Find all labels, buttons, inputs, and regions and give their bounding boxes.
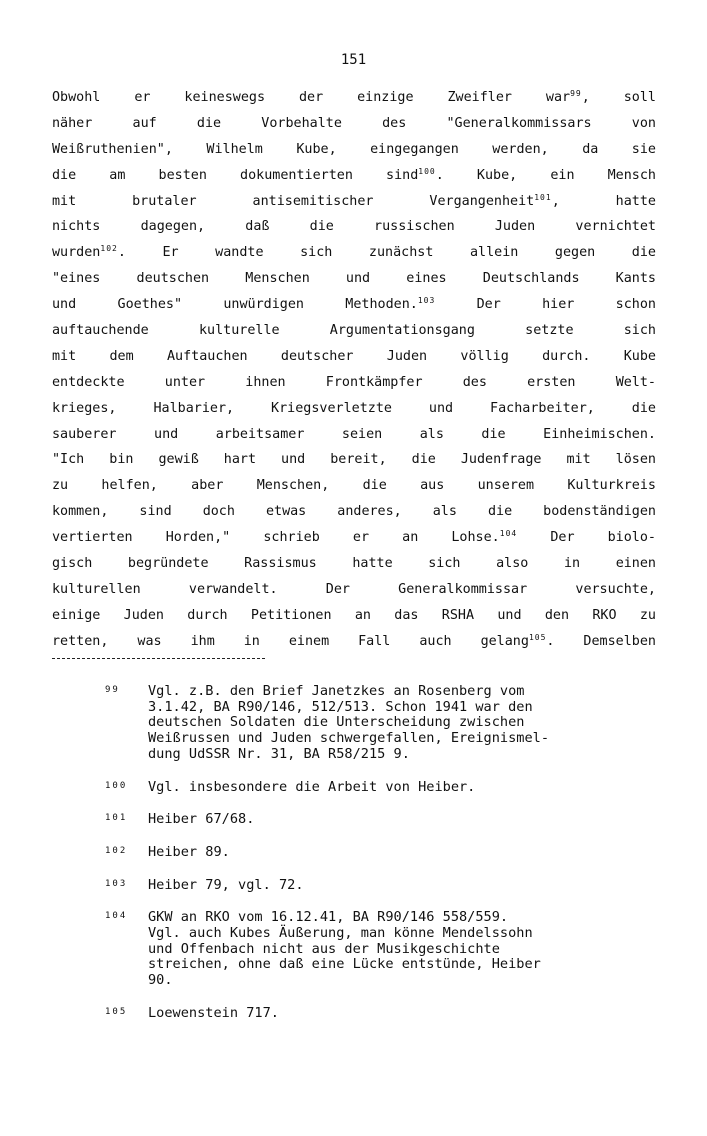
footnote-mark: 99 <box>105 685 120 695</box>
footnote <box>105 1006 665 1022</box>
footnote <box>105 910 665 989</box>
footnote-text: Loewenstein 717. <box>148 1004 279 1021</box>
footnote-text: Heiber 89. <box>148 843 230 860</box>
body-line <box>52 370 656 396</box>
footnote-mark: 102 <box>105 845 128 856</box>
body-line <box>52 240 656 266</box>
body-line <box>52 577 656 603</box>
footnote <box>105 878 665 894</box>
footnote-text: Weißrussen und Juden schwergefallen, Ereignismel- <box>148 730 550 747</box>
body-line <box>52 292 656 318</box>
body-line <box>52 629 656 655</box>
body-line-text: . Er wandte sich zunächst allein gegen die <box>117 245 656 261</box>
body-line-text: "Ich bin gewiß hart und bereit, die Judenfrage mit lösen <box>52 452 656 468</box>
footnote-mark: 101 <box>105 813 128 824</box>
body-line-text: . Demselben <box>546 633 656 649</box>
footnote-text: Vgl. z.B. den Brief Janetzkes an Rosenberg vom <box>148 683 525 699</box>
body-line <box>52 447 656 473</box>
footnote-text: Vgl. auch Kubes Äußerung, man könne Mendelssohn <box>148 925 533 942</box>
body-line-text: mit brutaler antisemitischer Vergangenheit <box>52 193 535 209</box>
body-line <box>52 551 656 577</box>
body-line <box>52 396 656 422</box>
body-line-text: einige Juden durch Petitionen an das RSHA und den RKO zu <box>52 607 656 623</box>
footnote-reference: 103 <box>417 296 436 306</box>
body-line <box>52 189 656 215</box>
body-line-text: . Kube, ein Mensch <box>435 167 656 183</box>
footnote-text: und Offenbach nicht aus der Musikgeschichte <box>148 940 500 957</box>
footnote-mark: 100 <box>105 780 128 791</box>
body-line <box>52 214 656 240</box>
body-line-text: nichts dagegen, daß die russischen Juden vernichtet <box>52 219 656 235</box>
body-line-text: , soll <box>581 90 656 105</box>
page-number: 151 <box>340 52 367 68</box>
footnote-reference: 105 <box>528 632 547 642</box>
body-line <box>52 266 656 292</box>
footnote <box>105 780 665 796</box>
body-line-text: wurden <box>52 245 101 261</box>
footnote-reference: 99 <box>570 89 582 98</box>
body-line <box>52 344 656 370</box>
footnote-text: streichen, ohne daß eine Lücke entstünde, Heiber <box>148 956 541 973</box>
body-line-text: und Goethes" unwürdigen Methoden. <box>52 297 418 313</box>
footnote <box>105 812 665 828</box>
body-line-text: entdeckte unter ihnen Frontkämpfer des ersten Welt- <box>52 374 656 390</box>
footnote-text: deutschen Soldaten die Unterscheidung zwischen <box>148 714 525 731</box>
footnote-text: Heiber 67/68. <box>148 811 255 828</box>
footnote-text: 90. <box>148 972 173 989</box>
body-line <box>52 499 656 525</box>
body-line-text: zu helfen, aber Menschen, die aus unserem Kulturkreis <box>52 478 656 494</box>
body-line <box>52 85 656 111</box>
footnote-mark: 104 <box>105 911 128 922</box>
body-line <box>52 318 656 344</box>
body-line <box>52 473 656 499</box>
footnotes <box>105 684 665 1039</box>
body-line <box>52 111 656 137</box>
footnote-separator <box>52 658 265 659</box>
body-line-text: retten, was ihm in einem Fall auch gelang <box>52 633 529 649</box>
body-line-text: Weißruthenien", Wilhelm Kube, eingegangen werden, da sie <box>52 141 656 157</box>
footnote-text: Vgl. insbesondere die Arbeit von Heiber. <box>148 778 476 795</box>
body-line <box>52 137 656 163</box>
body-line-text: kommen, sind doch etwas anderes, als die bodenständigen <box>52 504 656 520</box>
footnote-mark: 103 <box>105 878 128 889</box>
footnote <box>105 684 665 763</box>
body-line-text: die am besten dokumentierten sind <box>52 167 419 183</box>
body-line-text: mit dem Auftauchen deutscher Juden völlig durch. Kube <box>52 348 656 364</box>
body-line-text: gisch begründete Rassismus hatte sich also in einen <box>52 556 656 572</box>
body-line-text: krieges, Halbarier, Kriegsverletzte und Facharbeiter, die <box>52 400 656 416</box>
body-line-text: , hatte <box>551 193 656 209</box>
footnote-reference: 101 <box>534 192 552 202</box>
footnote-text: 3.1.42, BA R90/146, 512/513. Schon 1941 war den <box>148 698 533 715</box>
footnote-text: Heiber 79, vgl. 72. <box>148 876 304 893</box>
body-line <box>52 163 656 189</box>
body-line <box>52 603 656 629</box>
body-line-text: näher auf die Vorbehalte des "Generalkommissars von <box>52 115 656 131</box>
footnote-text: GKW an RKO vom 16.12.41, BA R90/146 558/559. <box>148 909 509 926</box>
body-line-text: Der biolo- <box>517 530 656 546</box>
body-line-text: auftauchende kulturelle Argumentationsgang setzte sich <box>52 323 656 339</box>
footnote-reference: 102 <box>100 244 118 254</box>
body-line-text: kulturellen verwandelt. Der Generalkommissar versuchte, <box>52 581 656 597</box>
body-line-text: Obwohl er keineswegs der einzige Zweifler war <box>52 90 571 105</box>
body-line <box>52 525 656 551</box>
footnote-text: dung UdSSR Nr. 31, BA R58/215 9. <box>148 745 410 762</box>
footnote-reference: 104 <box>499 529 518 539</box>
body-line <box>52 422 656 448</box>
footnote-mark: 105 <box>105 1006 128 1017</box>
body-line-text: "eines deutschen Menschen und eines Deutschlands Kants <box>52 271 656 287</box>
body-line-text: Der hier schon <box>435 297 656 313</box>
body-line-text: sauberer und arbeitsamer seien als die Einheimischen. <box>52 426 656 442</box>
body-line-text: vertierten Horden," schrieb er an Lohse. <box>52 530 500 546</box>
footnote-reference: 100 <box>418 166 436 176</box>
body-text <box>52 85 656 655</box>
footnote <box>105 845 665 861</box>
